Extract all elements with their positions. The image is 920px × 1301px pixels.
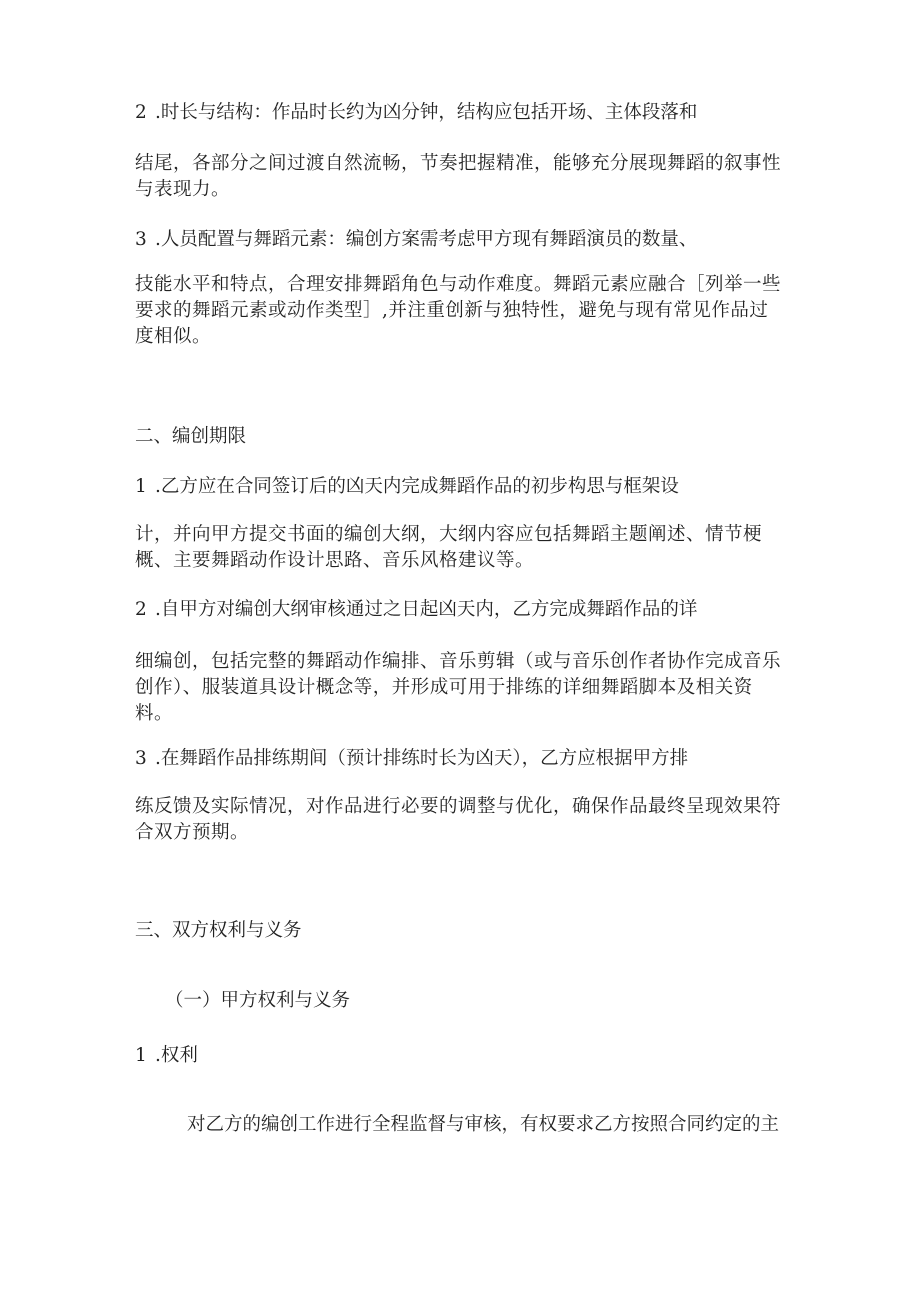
deadline-2-continuation: 细编创，包括完整的舞蹈动作编排、音乐剪辑（或与音乐创作者协作完成音乐创作）、服装道具设计概念等，并形成可用于排练的详细舞蹈脚本及相关资料。 (135, 651, 782, 724)
deadline-1-heading (135, 474, 679, 500)
item-heading-text: .时长与结构：作品时长约为凶分钟，结构应包括开场、主体段落和 (155, 102, 698, 123)
rights-heading (135, 1043, 198, 1069)
item-number: 2 (135, 102, 147, 123)
rights-text: 对乙方的编创工作进行全程监督与审核，有权要求乙方按照合同约定的主 (187, 1114, 780, 1135)
item-2-continuation: 结尾，各部分之间过渡自然流畅，节奏把握精准，能够充分展现舞蹈的叙事性与表现力。 (135, 153, 782, 200)
item-number: 1 (135, 476, 147, 497)
item-number: 1 (135, 1045, 147, 1066)
section-3-title: 三、双方权利与义务 (135, 920, 302, 941)
item-3-continuation: 技能水平和特点，合理安排舞蹈角色与动作难度。舞蹈元素应融合［列举一些要求的舞蹈元素或动作类型］,并注重创新与独特性，避免与现有常见作品过度相似。 (135, 274, 782, 347)
item-heading-text: .人员配置与舞蹈元素：编创方案需考虑甲方现有舞蹈演员的数量、 (155, 229, 698, 250)
item-2-heading (135, 100, 697, 126)
item-heading-text: .权利 (155, 1045, 198, 1066)
item-heading-text: .自甲方对编创大纲审核通过之日起凶天内，乙方完成舞蹈作品的详 (155, 599, 698, 620)
item-number: 3 (135, 229, 147, 250)
section-2-title: 二、编创期限 (135, 426, 247, 447)
item-3-heading (135, 227, 697, 253)
deadline-3-heading (135, 746, 688, 772)
subsection-1-title: （一）甲方权利与义务 (165, 990, 351, 1011)
item-heading-text: .在舞蹈作品排练期间（预计排练时长为凶天），乙方应根据甲方排 (155, 748, 689, 769)
deadline-2-heading (135, 597, 697, 623)
item-number: 3 (135, 748, 147, 769)
deadline-3-continuation: 练反馈及实际情况，对作品进行必要的调整与优化，确保作品最终呈现效果符合双方预期。 (135, 796, 782, 843)
deadline-1-continuation: 计，并向甲方提交书面的编创大纲，大纲内容应包括舞蹈主题阐述、情节梗概、主要舞蹈动作设计思路、音乐风格建议等。 (135, 524, 763, 571)
item-number: 2 (135, 599, 147, 620)
item-heading-text: .乙方应在合同签订后的凶天内完成舞蹈作品的初步构思与框架设 (155, 476, 679, 497)
